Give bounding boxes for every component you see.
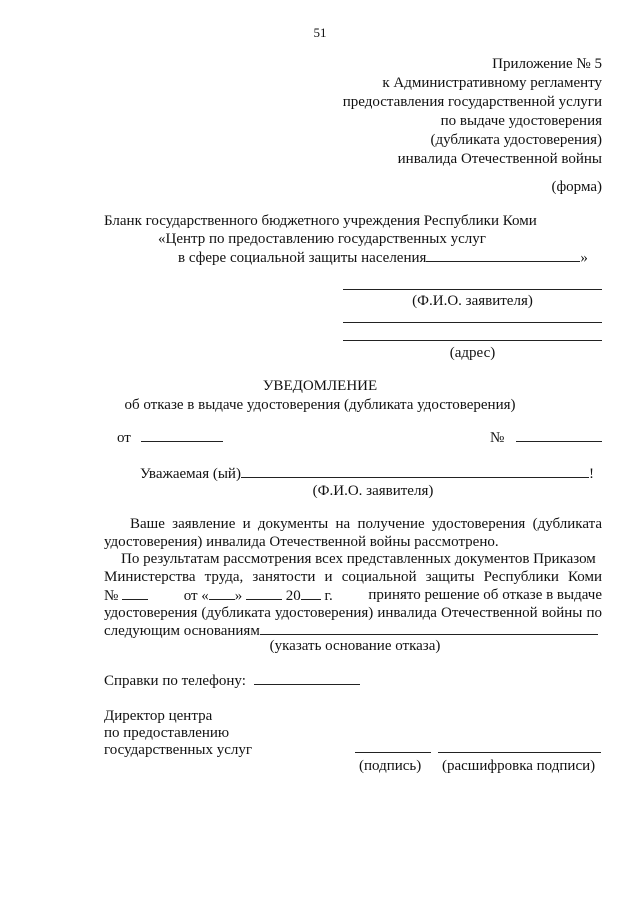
letterhead-line-1: Бланк государственного бюджетного учреждения Республики Коми xyxy=(104,213,537,229)
form-label: (форма) xyxy=(551,179,602,195)
applicant-fio-label: (Ф.И.О. заявителя) xyxy=(412,293,533,309)
address-label: (адрес) xyxy=(449,345,496,361)
address-line-1[interactable] xyxy=(343,322,602,323)
letterhead-line-3: в сфере социальной защиты населения » xyxy=(178,250,588,266)
greeting: Уважаемая (ый) ! xyxy=(140,466,594,482)
paragraph-2-line-2: Министерства труда, занятости и социальной защиты Республики Коми xyxy=(104,569,602,585)
reason-field[interactable] xyxy=(260,621,598,635)
letterhead-blank[interactable] xyxy=(426,248,580,262)
paragraph-1-line-2: удостоверения) инвалида Отечественной войны рассмотрено. xyxy=(104,534,499,550)
greeting-fio-label: (Ф.И.О. заявителя) xyxy=(312,483,434,499)
date-field[interactable] xyxy=(141,428,223,442)
paragraph-2-line-4: удостоверения (дубликата удостоверения) инвалида Отечественной войны по xyxy=(104,605,602,621)
paragraph-1-line-1: Ваше заявление и документы на получение удостоверения (дубликата xyxy=(130,516,602,532)
order-number-field[interactable] xyxy=(122,586,148,600)
signature-decode-line[interactable] xyxy=(438,752,601,753)
paragraph-2-line-3: № от « » 20 г. принято решение об отказе в выдаче xyxy=(104,587,602,604)
paragraph-2-line-1: По результатам рассмотрения всех представленных документов Приказом xyxy=(121,551,596,567)
phone-row: Справки по телефону: xyxy=(104,671,360,690)
signature-label: (подпись) xyxy=(359,758,422,774)
letterhead-line-2: «Центр по предоставлению государственных услуг xyxy=(158,231,486,247)
order-day-field[interactable] xyxy=(209,586,235,600)
phone-field[interactable] xyxy=(254,671,360,685)
notice-subtitle: об отказе в выдаче удостоверения (дубликата удостоверения) xyxy=(124,397,516,413)
applicant-name-line[interactable] xyxy=(343,289,602,290)
appendix-line: к Административному регламенту xyxy=(382,75,602,91)
page-number: 51 xyxy=(313,25,327,40)
number-row: № xyxy=(490,428,602,447)
signature-decode-label: (расшифровка подписи) xyxy=(442,758,596,774)
greeting-name-field[interactable] xyxy=(241,464,589,478)
address-line-2[interactable] xyxy=(343,340,602,341)
signature-line[interactable] xyxy=(355,752,431,753)
appendix-line: (дубликата удостоверения) xyxy=(430,132,602,148)
appendix-line: предоставления государственной услуги xyxy=(342,94,602,110)
date-row: от xyxy=(117,428,223,447)
appendix-line: инвалида Отечественной войны xyxy=(397,151,602,167)
order-year-field[interactable] xyxy=(301,586,321,600)
notice-title: УВЕДОМЛЕНИЕ xyxy=(262,378,378,394)
order-month-field[interactable] xyxy=(246,586,282,600)
appendix-line: по выдаче удостоверения xyxy=(440,113,602,129)
number-field[interactable] xyxy=(516,428,602,442)
director-line-1: Директор центра xyxy=(104,708,213,724)
reason-label: (указать основание отказа) xyxy=(269,638,441,654)
director-line-3: государственных услуг xyxy=(104,742,253,758)
paragraph-2-line-5: следующим основаниям xyxy=(104,621,598,640)
appendix-title: Приложение № 5 xyxy=(492,56,602,72)
director-line-2: по предоставлению xyxy=(104,725,230,741)
